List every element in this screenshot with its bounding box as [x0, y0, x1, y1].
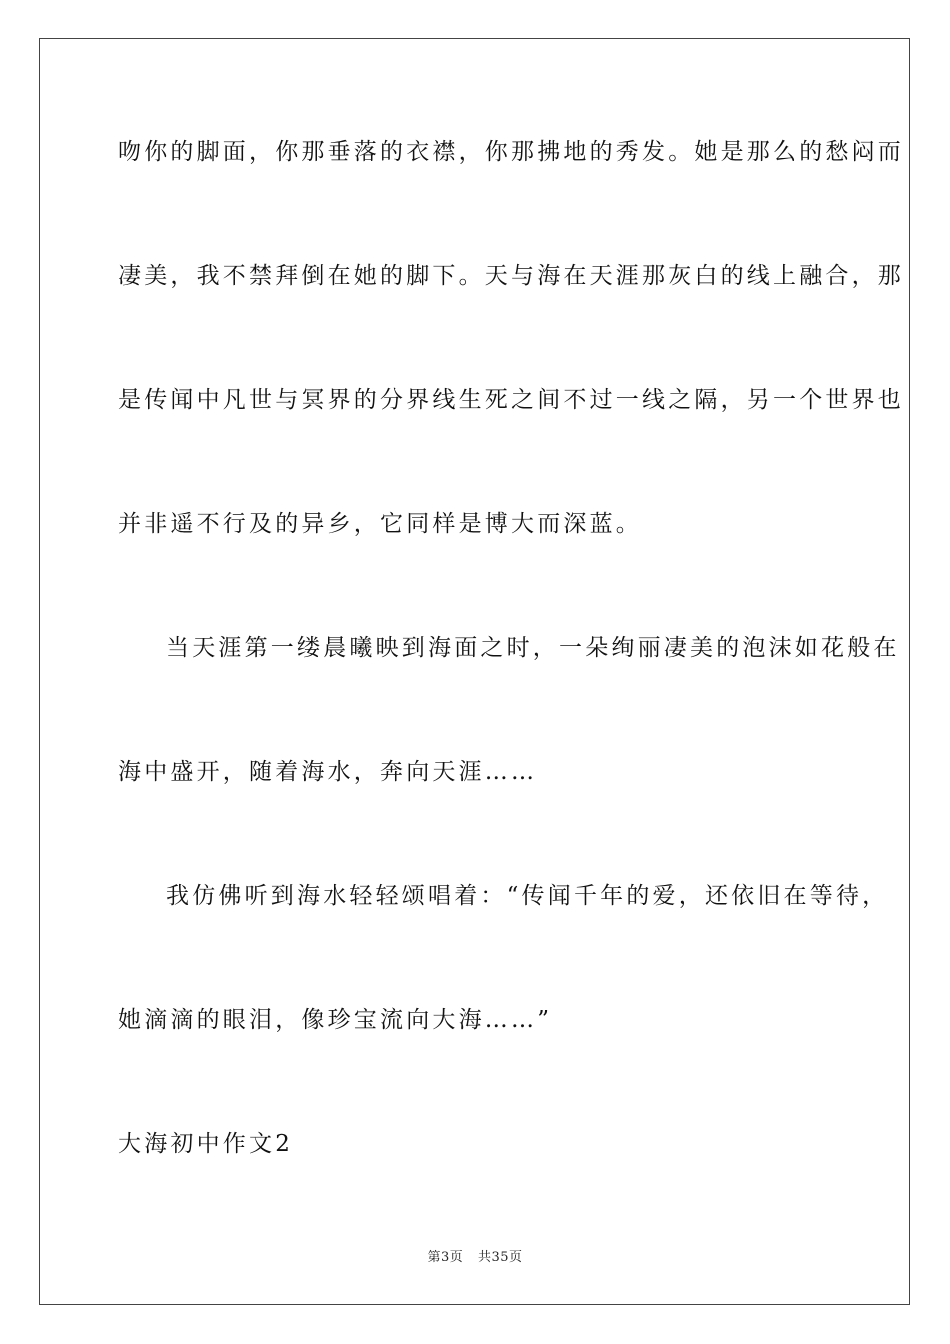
paragraph-line-8: 她滴滴的眼泪，像珍宝流向大海……” [118, 1007, 553, 1033]
paragraph-line-6: 海中盛开，随着海水，奔向天涯…… [118, 759, 538, 785]
paragraph-line-3: 是传闻中凡世与冥界的分界线生死之间不过一线之隔，另一个世界也 [118, 387, 904, 413]
paragraph-line-5: 当天涯第一缕晨曦映到海面之时，一朵绚丽凄美的泡沫如花般在 [166, 635, 900, 661]
paragraph-line-4: 并非遥不行及的异乡，它同样是博大而深蓝。 [118, 511, 642, 537]
page-footer [0, 1246, 950, 1265]
section-heading: 大海初中作文2 [118, 1131, 294, 1157]
page-total: 共35页 [477, 1250, 523, 1265]
page-border [39, 38, 910, 1305]
page-number: 第3页 [427, 1250, 464, 1265]
paragraph-line-2: 凄美，我不禁拜倒在她的脚下。天与海在天涯那灰白的线上融合，那 [118, 263, 904, 289]
paragraph-line-1: 吻你的脚面，你那垂落的衣襟，你那拂地的秀发。她是那么的愁闷而 [118, 139, 904, 165]
paragraph-line-7: 我仿佛听到海水轻轻颂唱着：“传闻千年的爱，还依旧在等待， [166, 883, 889, 909]
